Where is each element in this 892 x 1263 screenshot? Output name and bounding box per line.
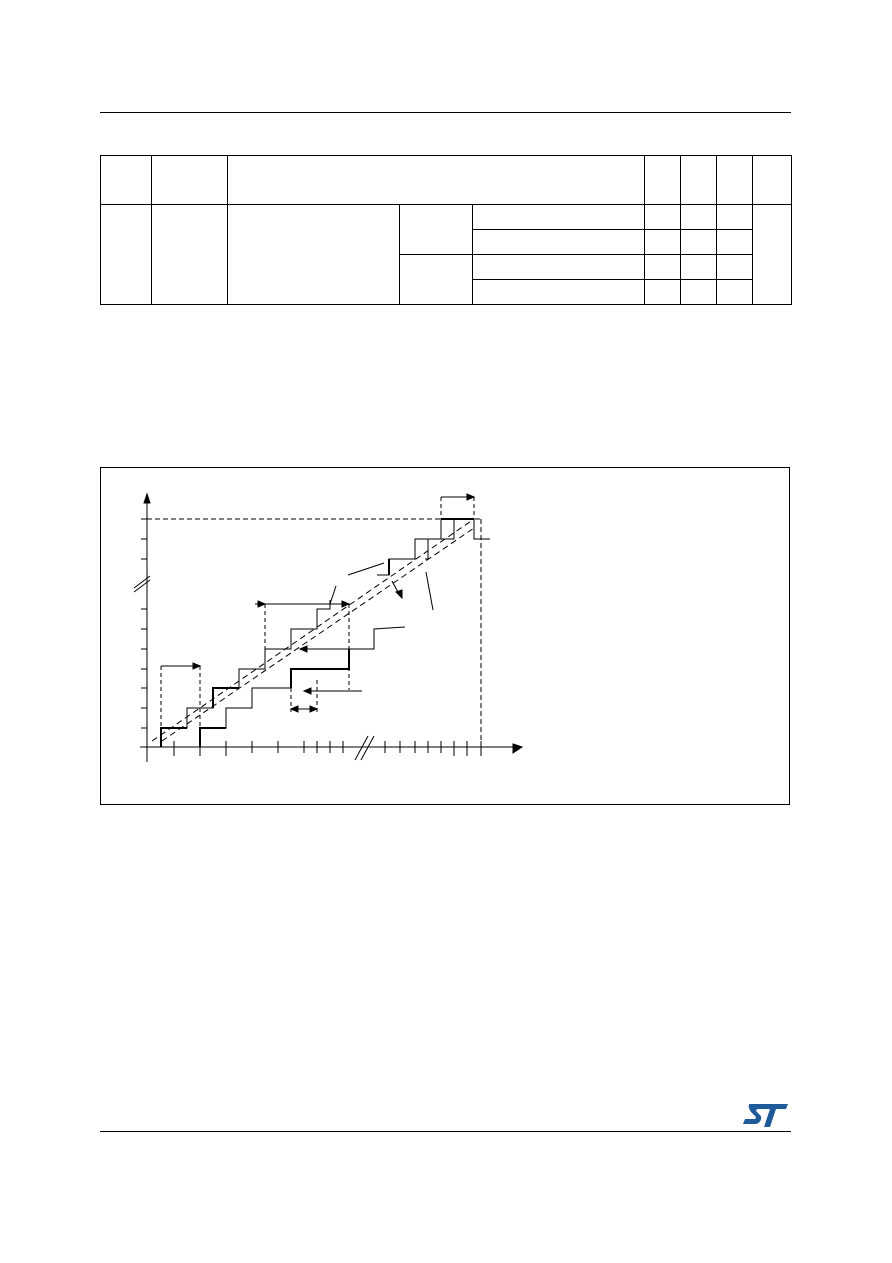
x-ticks xyxy=(174,741,481,756)
actual-staircase-top xyxy=(425,519,490,559)
x-axis-arrow xyxy=(513,744,522,753)
footer-rule xyxy=(100,1131,791,1132)
ideal-staircase xyxy=(147,600,330,747)
y-axis-arrow xyxy=(144,494,150,503)
x-break xyxy=(355,736,368,760)
bold-step xyxy=(200,728,226,747)
bold-step xyxy=(291,649,349,688)
leader-line xyxy=(330,586,336,604)
leader-line xyxy=(348,563,384,575)
leader-line xyxy=(426,572,433,610)
st-logo xyxy=(740,1100,790,1130)
y-ticks xyxy=(141,519,147,728)
x-break xyxy=(361,736,374,760)
bold-step xyxy=(213,688,239,708)
ideal-staircase-top xyxy=(377,519,474,575)
